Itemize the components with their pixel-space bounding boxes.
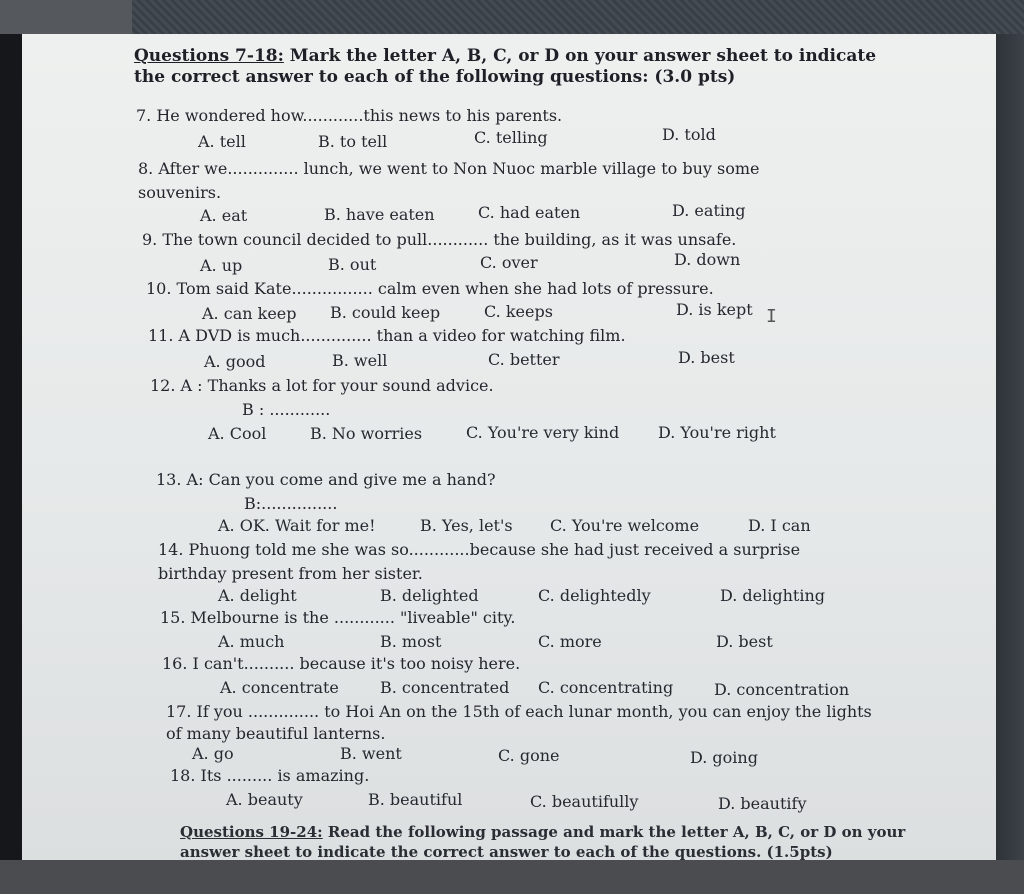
question-stem-line2: of many beautiful lanterns. — [166, 724, 386, 743]
option-d: D. delighting — [720, 586, 826, 605]
option-b: B. out — [328, 255, 377, 274]
question-stem: 17. If you .............. to Hoi An on the 15th of each lunar month, you can enjoy the lights — [166, 702, 872, 721]
option-c: C. had eaten — [478, 203, 581, 222]
option-b: B. Yes, let's — [420, 516, 513, 535]
option-a: A. good — [204, 352, 266, 371]
background-left — [0, 34, 22, 860]
option-d: D. is kept — [676, 300, 753, 319]
option-b: B. delighted — [380, 586, 479, 605]
section-heading-text: Mark the letter A, B, C, or D on your answer sheet to indicate the correct answer to each of the following questions: (3.0 pts) — [134, 46, 877, 87]
option-a: A. OK. Wait for me! — [218, 516, 376, 535]
text-cursor-icon: I — [766, 306, 777, 327]
question-stem-line2: B : ............ — [242, 400, 331, 419]
option-d: D. You're right — [658, 423, 776, 442]
background-top — [0, 0, 1024, 34]
question-stem: 16. I can't.......... because it's too noisy here. — [162, 654, 521, 673]
background-bottom — [0, 860, 1024, 894]
question-stem: 9. The town council decided to pull............ the building, as it was unsafe. — [142, 230, 737, 249]
option-b: B. beautiful — [368, 790, 463, 809]
option-b: B. have eaten — [324, 205, 435, 224]
section-heading-label: Questions 7-18: — [134, 46, 284, 66]
question-stem: 13. A: Can you come and give me a hand? — [156, 470, 496, 489]
option-a: A. go — [192, 744, 234, 763]
option-d: D. going — [690, 748, 758, 767]
question-stem: 10. Tom said Kate................ calm even when she had lots of pressure. — [146, 279, 714, 298]
option-d: D. best — [716, 632, 773, 651]
option-c: C. over — [480, 253, 538, 272]
option-b: B. could keep — [330, 303, 441, 322]
option-a: A. much — [218, 632, 285, 651]
question-stem: 15. Melbourne is the ............ "liveable" city. — [160, 608, 516, 627]
option-a: A. up — [200, 256, 243, 275]
question-stem: 12. A : Thanks a lot for your sound advice. — [150, 376, 494, 395]
option-c: C. more — [538, 632, 602, 651]
option-a: A. beauty — [226, 790, 303, 809]
option-a: A. Cool — [208, 424, 267, 443]
option-c: C. keeps — [484, 302, 553, 321]
option-c: C. better — [488, 350, 560, 369]
option-d: D. eating — [672, 201, 746, 220]
question-stem-line2: birthday present from her sister. — [158, 564, 423, 583]
option-c: C. beautifully — [530, 792, 639, 811]
question-stem: 7. He wondered how............this news to his parents. — [136, 106, 563, 125]
option-b: B. well — [332, 351, 388, 370]
question-stem: 18. Its ......... is amazing. — [170, 766, 370, 785]
question-stem: 11. A DVD is much.............. than a video for watching film. — [148, 326, 626, 345]
option-c: C. concentrating — [538, 678, 674, 697]
question-stem: 8. After we.............. lunch, we went to Non Nuoc marble village to buy some — [138, 159, 760, 178]
option-b: B. most — [380, 632, 442, 651]
option-b: B. to tell — [318, 132, 388, 151]
option-d: D. best — [678, 348, 735, 367]
background-top-left — [0, 0, 132, 34]
option-a: A. eat — [200, 206, 248, 225]
option-c: C. gone — [498, 746, 560, 765]
option-d: D. told — [662, 125, 716, 144]
option-d: D. concentration — [714, 680, 850, 699]
background-right — [996, 34, 1024, 860]
next-section-label: Questions 19-24: — [180, 823, 323, 841]
option-c: C. telling — [474, 128, 548, 147]
option-a: A. tell — [198, 132, 246, 151]
section-heading — [134, 46, 894, 88]
option-b: B. concentrated — [380, 678, 510, 697]
option-d: D. down — [674, 250, 741, 269]
option-a: A. delight — [218, 586, 297, 605]
next-section-text: Read the following passage and mark the letter A, B, C, or D on your answer sheet to indicate the correct answer to each of the questions. (1.5pts) — [180, 823, 906, 860]
worksheet-page — [22, 34, 996, 860]
question-stem-line2: B:............... — [244, 494, 338, 513]
option-c: C. You're welcome — [550, 516, 700, 535]
option-d: D. I can — [748, 516, 811, 535]
option-a: A. concentrate — [220, 678, 339, 697]
option-b: B. went — [340, 744, 402, 763]
option-d: D. beautify — [718, 794, 807, 813]
option-c: C. delightedly — [538, 586, 651, 605]
question-stem-line2: souvenirs. — [138, 183, 222, 202]
option-c: C. You're very kind — [466, 423, 620, 442]
question-stem: 14. Phuong told me she was so............because she had just received a surprise — [158, 540, 801, 559]
option-a: A. can keep — [202, 304, 297, 323]
next-section-heading — [180, 822, 940, 860]
option-b: B. No worries — [310, 424, 423, 443]
